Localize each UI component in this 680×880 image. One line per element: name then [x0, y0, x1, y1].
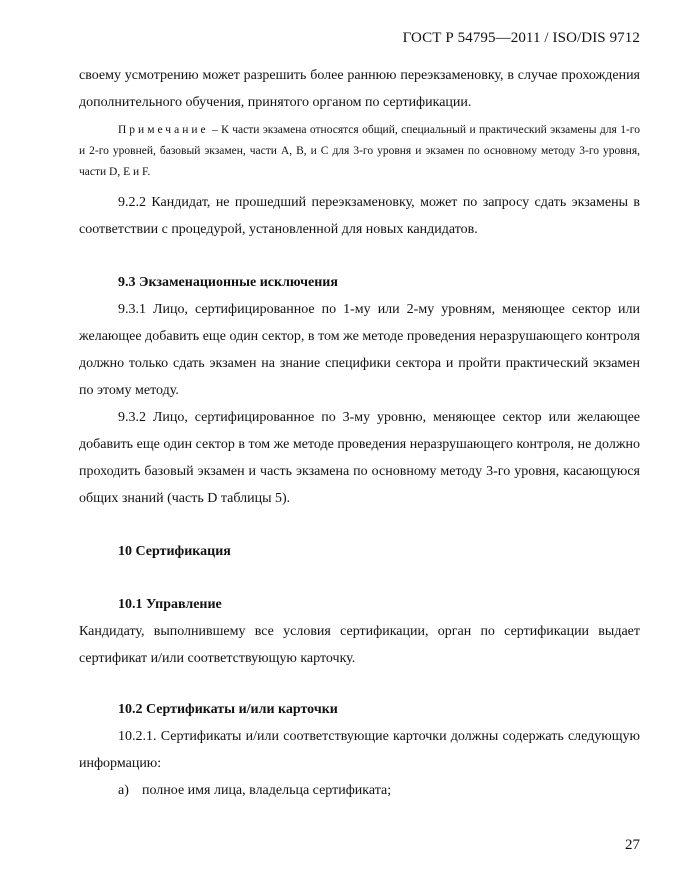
page-content [79, 62, 640, 804]
paragraph-10-1: Кандидату, выполнившему все условия сертификации, орган по сертификации выдает сертификат и/или соответствующую карточку. [79, 624, 640, 666]
list-item-text: полное имя лица, владельца сертификата; [142, 783, 392, 798]
paragraph-10-2-1: 10.2.1. Сертификаты и/или соответствующие карточки должны содержать следующую информацию: [79, 729, 640, 771]
heading-10: 10 Сертификация [118, 544, 231, 559]
paragraph-continuation: своему усмотрению может разрешить более раннюю переэкзаменовку, в случае прохождения дополнительного обучения, принятого органом по сертификации. [79, 68, 640, 110]
page-header-standard: ГОСТ Р 54795—2011 / ISO/DIS 9712 [402, 30, 640, 46]
paragraph-9-3-1: 9.3.1 Лицо, сертифицированное по 1-му или 2-му уровням, меняющее сектор или желающее добавить еще один сектор, в том же методе проведения неразрушающего контроля должно только сдать экзамен на знание специфики сектора и пройти практический экзамен по этому методу. [79, 302, 640, 398]
heading-9-3: 9.3 Экзаменационные исключения [118, 275, 338, 290]
note [79, 120, 640, 183]
heading-10-2: 10.2 Сертификаты и/или карточки [118, 702, 338, 717]
note-label: Примечание [118, 124, 209, 136]
heading-10-1: 10.1 Управление [118, 597, 222, 612]
page-number: 27 [625, 837, 640, 853]
paragraph-9-3-2: 9.3.2 Лицо, сертифицированное по 3-му уровню, меняющее сектор или желающее добавить еще один сектор в том же методе проведения неразрушающего контроля, не должно проходить базовый экзамен и часть экзамена по основному методу 3-го уровня, касающуюся общих знаний (часть D таблицы 5). [79, 410, 640, 506]
list-item [79, 777, 640, 804]
note-text: – К части экзамена относятся общий, специальный и практический экзамены для 1-го и 2-го уровней, базовый экзамен, части A, B, и C для 3-го уровня и экзамен по основному методу 3-го уровня, части D, E и F. [79, 124, 640, 178]
paragraph-9-2-2: 9.2.2 Кандидат, не прошедший переэкзаменовку, может по запросу сдать экзамены в соответствии с процедурой, установленной для новых кандидатов. [79, 195, 640, 237]
list-item-marker: а) [118, 783, 129, 798]
